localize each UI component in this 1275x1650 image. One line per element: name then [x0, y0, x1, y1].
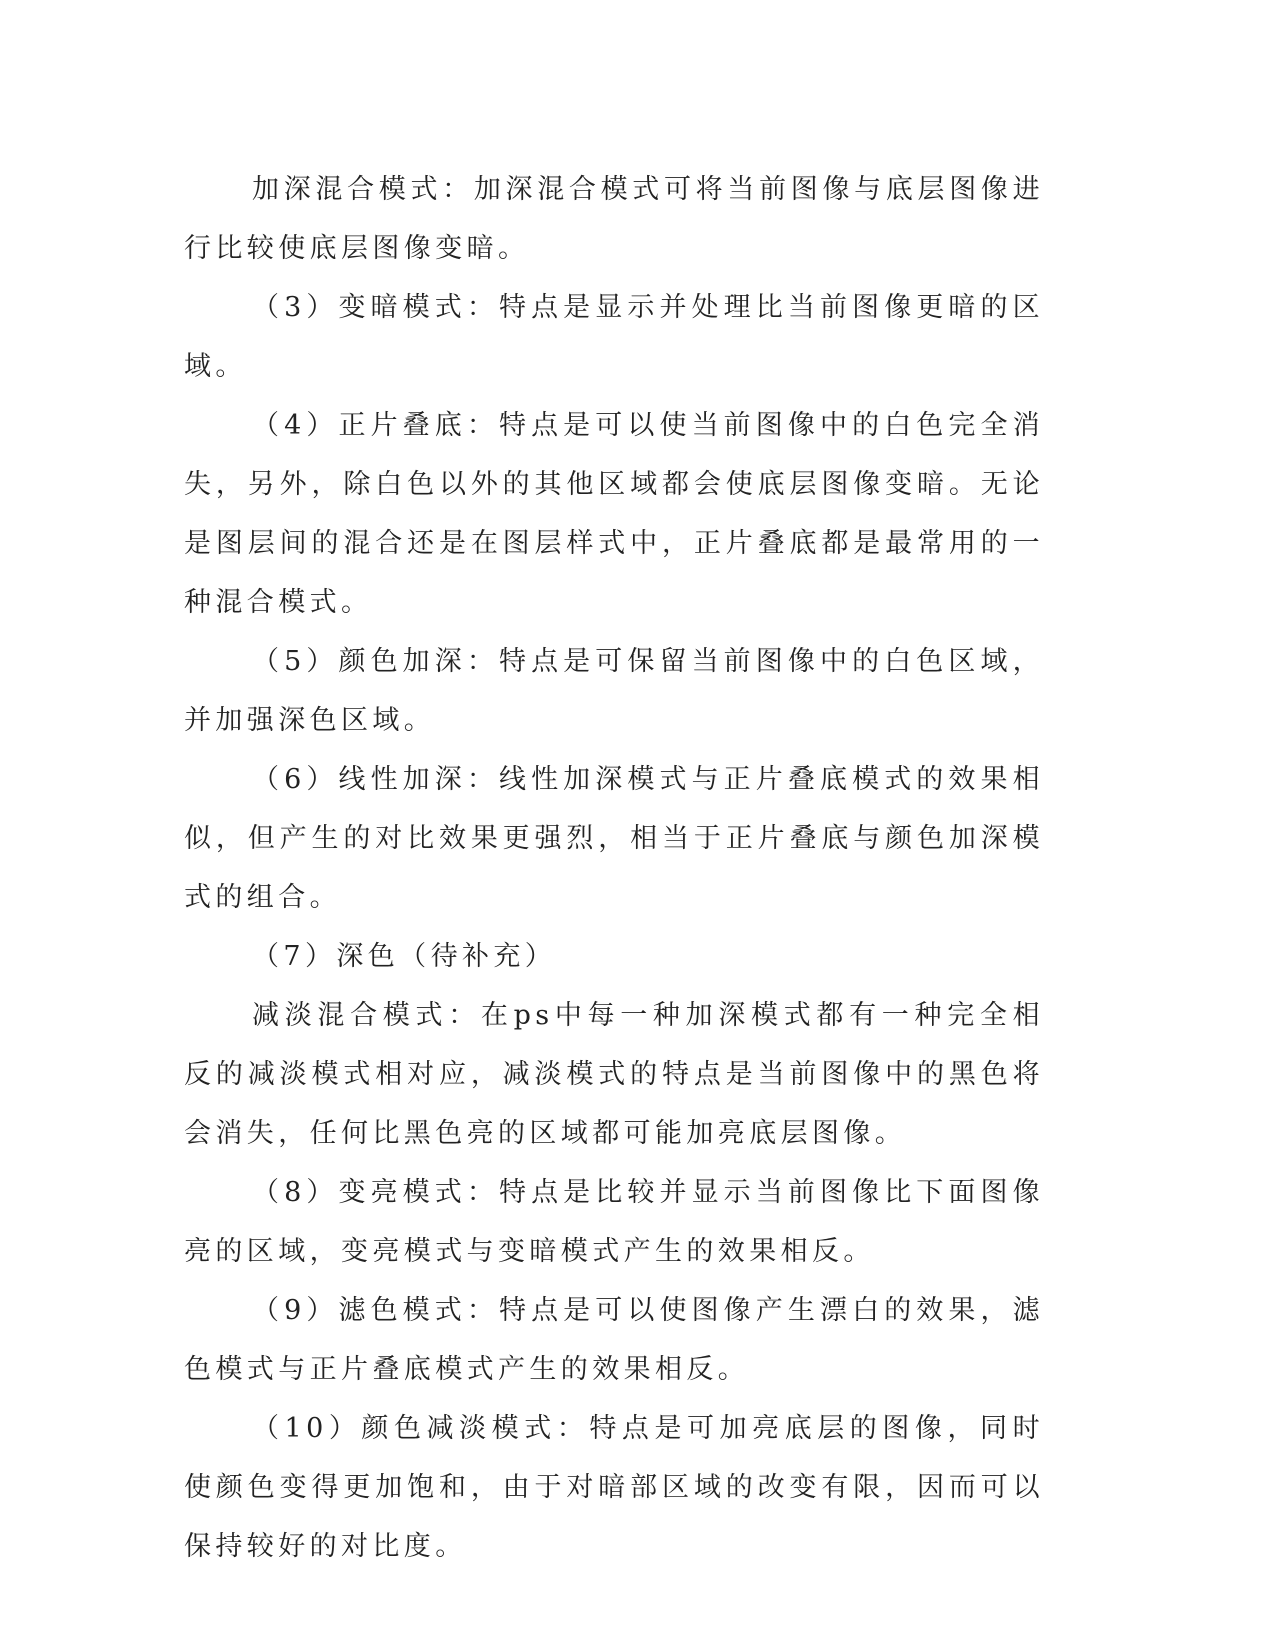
document-body — [184, 160, 1044, 1576]
paragraph-darken-blend-intro: 加深混合模式：加深混合模式可将当前图像与底层图像进行比较使底层图像变暗。 — [184, 174, 1044, 264]
paragraph-color-dodge: （10）颜色减淡模式：特点是可加亮底层的图像，同时使颜色变得更加饱和，由于对暗部区域的改变有限，因而可以保持较好的对比度。 — [184, 1413, 1044, 1562]
paragraph-multiply: （4）正片叠底：特点是可以使当前图像中的白色完全消失，另外，除白色以外的其他区域都会使底层图像变暗。无论是图层间的混合还是在图层样式中，正片叠底都是最常用的一种混合模式。 — [184, 410, 1044, 618]
paragraph-lighten-mode: （8）变亮模式：特点是比较并显示当前图像比下面图像亮的区域，变亮模式与变暗模式产生的效果相反。 — [184, 1177, 1044, 1267]
paragraph-darken-mode: （3）变暗模式：特点是显示并处理比当前图像更暗的区域。 — [184, 292, 1044, 382]
paragraph-dodge-blend-intro: 减淡混合模式：在ps中每一种加深模式都有一种完全相反的减淡模式相对应，减淡模式的特点是当前图像中的黑色将会消失，任何比黑色亮的区域都可能加亮底层图像。 — [184, 1000, 1044, 1149]
paragraph-darker-color: （7）深色（待补充） — [252, 941, 557, 972]
paragraph-linear-burn: （6）线性加深：线性加深模式与正片叠底模式的效果相似，但产生的对比效果更强烈，相当于正片叠底与颜色加深模式的组合。 — [184, 764, 1044, 913]
paragraph-screen-mode: （9）滤色模式：特点是可以使图像产生漂白的效果，滤色模式与正片叠底模式产生的效果相反。 — [184, 1295, 1044, 1385]
paragraph-color-burn: （5）颜色加深：特点是可保留当前图像中的白色区域，并加强深色区域。 — [184, 646, 1044, 736]
